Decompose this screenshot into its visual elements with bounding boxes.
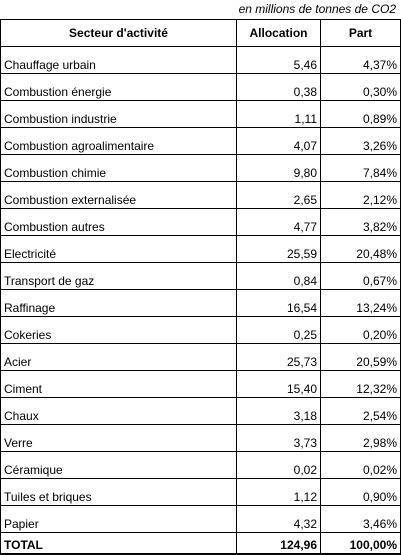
cell-share: 0,02% bbox=[321, 452, 401, 479]
total-allocation: 124,96 bbox=[237, 533, 321, 555]
cell-share: 20,48% bbox=[321, 236, 401, 263]
allocation-table bbox=[0, 19, 401, 555]
cell-allocation: 16,54 bbox=[237, 290, 321, 317]
cell-sector: Verre bbox=[1, 425, 237, 452]
cell-allocation: 3,18 bbox=[237, 398, 321, 425]
cell-allocation: 1,11 bbox=[237, 101, 321, 128]
table-row bbox=[1, 398, 401, 425]
table-row bbox=[1, 425, 401, 452]
table-row bbox=[1, 155, 401, 182]
header-row bbox=[1, 20, 401, 47]
table-row bbox=[1, 182, 401, 209]
header-sector: Secteur d'activité bbox=[1, 20, 237, 47]
table-row bbox=[1, 236, 401, 263]
cell-sector: Combustion industrie bbox=[1, 101, 237, 128]
table-row bbox=[1, 101, 401, 128]
cell-share: 2,54% bbox=[321, 398, 401, 425]
cell-allocation: 0,25 bbox=[237, 317, 321, 344]
cell-share: 0,90% bbox=[321, 479, 401, 506]
cell-allocation: 15,40 bbox=[237, 371, 321, 398]
cell-allocation: 0,02 bbox=[237, 452, 321, 479]
cell-sector: Cokeries bbox=[1, 317, 237, 344]
cell-sector: Raffinage bbox=[1, 290, 237, 317]
table-row bbox=[1, 479, 401, 506]
cell-sector: Papier bbox=[1, 506, 237, 533]
cell-share: 4,37% bbox=[321, 47, 401, 74]
cell-allocation: 4,77 bbox=[237, 209, 321, 236]
cell-share: 3,26% bbox=[321, 128, 401, 155]
cell-sector: Céramique bbox=[1, 452, 237, 479]
cell-share: 0,89% bbox=[321, 101, 401, 128]
cell-allocation: 5,46 bbox=[237, 47, 321, 74]
cell-sector: Chauffage urbain bbox=[1, 47, 237, 74]
table-row bbox=[1, 371, 401, 398]
cell-sector: Transport de gaz bbox=[1, 263, 237, 290]
cell-allocation: 0,84 bbox=[237, 263, 321, 290]
cell-sector: Combustion énergie bbox=[1, 74, 237, 101]
cell-sector: Electricité bbox=[1, 236, 237, 263]
cell-sector: Combustion chimie bbox=[1, 155, 237, 182]
cell-sector: Combustion externalisée bbox=[1, 182, 237, 209]
table-row bbox=[1, 452, 401, 479]
table-caption: en millions de tonnes de CO2 bbox=[238, 2, 396, 16]
cell-share: 3,46% bbox=[321, 506, 401, 533]
cell-sector: Tuiles et briques bbox=[1, 479, 237, 506]
total-row bbox=[1, 533, 401, 555]
cell-allocation: 9,80 bbox=[237, 155, 321, 182]
header-share: Part bbox=[321, 20, 401, 47]
table-row bbox=[1, 317, 401, 344]
cell-sector: Ciment bbox=[1, 371, 237, 398]
table-row bbox=[1, 47, 401, 74]
header-allocation: Allocation bbox=[237, 20, 321, 47]
cell-share: 0,20% bbox=[321, 317, 401, 344]
cell-share: 13,24% bbox=[321, 290, 401, 317]
cell-share: 12,32% bbox=[321, 371, 401, 398]
cell-sector: Acier bbox=[1, 344, 237, 371]
cell-allocation: 1,12 bbox=[237, 479, 321, 506]
cell-share: 2,98% bbox=[321, 425, 401, 452]
cell-share: 7,84% bbox=[321, 155, 401, 182]
cell-allocation: 0,38 bbox=[237, 74, 321, 101]
cell-share: 3,82% bbox=[321, 209, 401, 236]
cell-sector: Combustion agroalimentaire bbox=[1, 128, 237, 155]
total-label: TOTAL bbox=[1, 533, 237, 555]
cell-allocation: 25,73 bbox=[237, 344, 321, 371]
total-share: 100,00% bbox=[321, 533, 401, 555]
table-row bbox=[1, 128, 401, 155]
cell-allocation: 4,32 bbox=[237, 506, 321, 533]
table-row bbox=[1, 74, 401, 101]
cell-allocation: 2,65 bbox=[237, 182, 321, 209]
cell-share: 2,12% bbox=[321, 182, 401, 209]
table-row bbox=[1, 290, 401, 317]
table-row bbox=[1, 263, 401, 290]
cell-allocation: 25,59 bbox=[237, 236, 321, 263]
cell-share: 20,59% bbox=[321, 344, 401, 371]
table-row bbox=[1, 344, 401, 371]
cell-sector: Chaux bbox=[1, 398, 237, 425]
table-row bbox=[1, 506, 401, 533]
cell-allocation: 4,07 bbox=[237, 128, 321, 155]
cell-sector: Combustion autres bbox=[1, 209, 237, 236]
cell-share: 0,67% bbox=[321, 263, 401, 290]
table-row bbox=[1, 209, 401, 236]
cell-share: 0,30% bbox=[321, 74, 401, 101]
cell-allocation: 3,73 bbox=[237, 425, 321, 452]
